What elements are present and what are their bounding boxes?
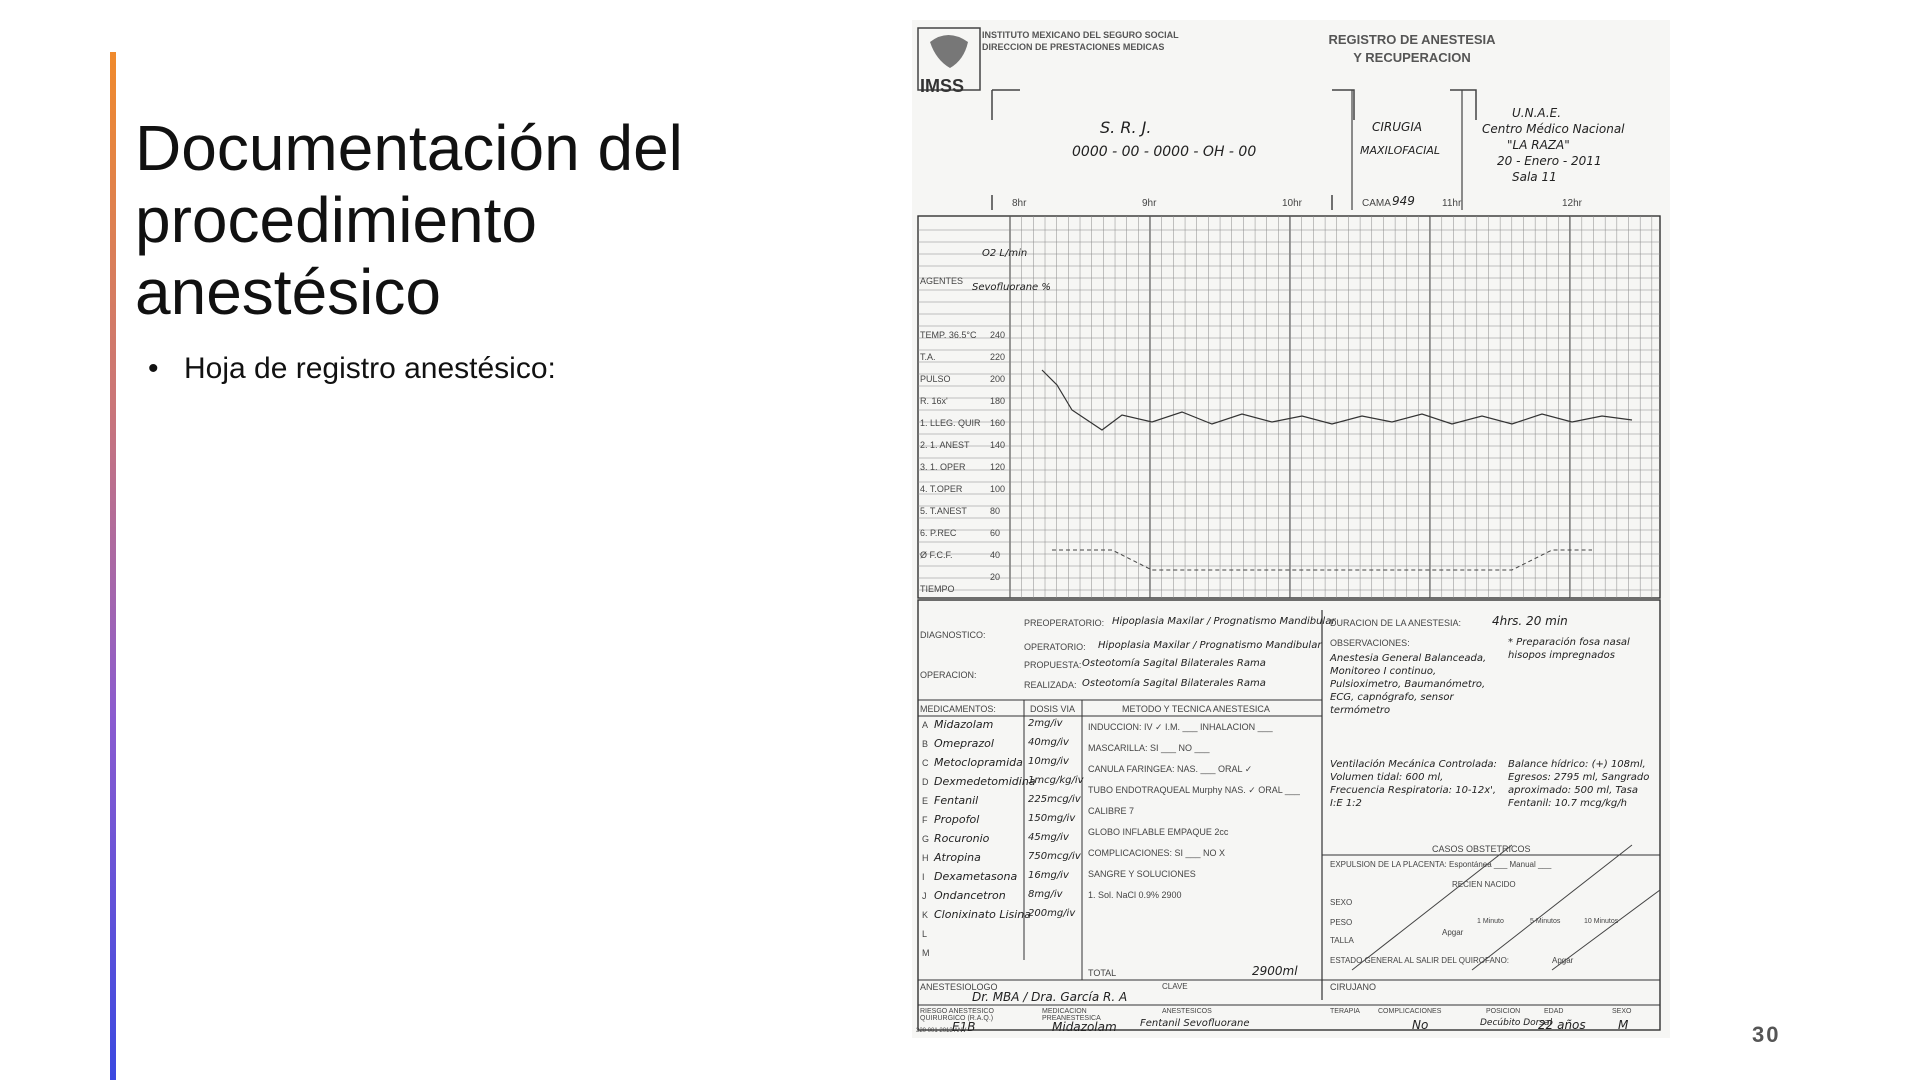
scale-tick: 60 [990,528,1001,538]
med-letter: F [922,815,928,825]
apgar-label: Apgar [1442,928,1464,937]
medicamentos-label: MEDICAMENTOS: [920,704,996,714]
sexo-value: M [1618,1018,1629,1032]
service: CIRUGIA [1372,120,1423,134]
technique-line: CANULA FARINGEA: NAS. ___ ORAL ✓ [1088,764,1253,774]
med-dose: 8mg/iv [1028,889,1063,900]
med-dose: 10mg/iv [1028,756,1069,767]
anestesiologo-label: ANESTESIOLOGO [920,982,998,992]
agent-o2: O2 L/min [982,248,1028,259]
med-dose: 750mcg/iv [1028,851,1081,862]
form-subtitle: Y RECUPERACION [1353,50,1471,65]
operatorio-label: OPERATORIO: [1024,642,1086,652]
tiempo-label: TIEMPO [920,584,955,594]
talla-label: TALLA [1330,936,1354,945]
peso-label: PESO [1330,918,1353,927]
hospital-3: "LA RAZA" [1507,138,1570,152]
bed-number: 949 [1392,194,1415,208]
med-dose: 225mcg/iv [1028,794,1081,805]
anesthesia-record-scan [912,20,1670,1038]
riesgo-value: E1B [952,1020,976,1034]
bed-label: CAMA [1362,198,1391,209]
scale-tick: 20 [990,572,1001,582]
institution-name: INSTITUTO MEXICANO DEL SEGURO SOCIAL [982,30,1179,40]
scale-tick: 120 [990,462,1006,472]
scale-tick: 200 [990,374,1006,384]
cirujano-label: CIRUJANO [1330,982,1377,992]
med-name: Fentanil [934,794,979,807]
med-letter: L [922,929,928,939]
hour-label: 11hr [1442,198,1462,209]
med-dose: 45mg/iv [1028,832,1069,843]
vital-row-label: R. 16x' [920,396,948,406]
hour-label: 8hr [1012,198,1027,209]
complicaciones-label: COMPLICACIONES [1378,1008,1442,1015]
vital-row-label: 2. 1. ANEST [920,440,970,450]
accent-bar [110,52,116,1080]
slide-title [135,112,755,328]
surgery-date: 20 - Enero - 2011 [1497,154,1602,168]
med-name: Ondancetron [934,889,1006,902]
med-name: Metoclopramida [934,756,1023,769]
bullet-item: • Hoja de registro anestésico: [140,352,556,386]
med-dose: 1mcg/kg/iv [1028,775,1084,786]
terapia-label: TERAPIA [1330,1008,1360,1015]
vital-row-label: Ø F.C.F. [920,550,953,560]
scale-tick: 140 [990,440,1006,450]
patient-number: 0000 - 00 - 0000 - OH - 00 [1072,144,1257,160]
scale-tick: 180 [990,396,1006,406]
imss-logo-emblem [930,35,968,68]
technique-line: MASCARILLA: SI ___ NO ___ [1088,743,1210,753]
med-letter: G [922,834,930,844]
duracion-value: 4hrs. 20 min [1492,614,1568,628]
preoperatorio-label: PREOPERATORIO: [1024,618,1105,628]
duracion-label: DURACION DE LA ANESTESIA: [1330,618,1462,628]
form-title: REGISTRO DE ANESTESIA [1328,32,1496,47]
vital-row-label: 4. T.OPER [920,484,963,494]
technique-line: INDUCCION: IV ✓ I.M. ___ INHALACION ___ [1088,722,1273,732]
form-code: 320 001 2013 ANV [916,1028,967,1034]
recien-nacido-label: RECIEN NACIDO [1452,880,1516,889]
fcf-trace [1052,550,1592,570]
vital-row-label: PULSO [920,374,951,384]
scale-tick: 80 [990,506,1001,516]
med-letter: J [922,891,927,901]
observaciones-label: OBSERVACIONES: [1330,638,1410,648]
med-name: Propofol [934,813,980,826]
med-dose: 200mg/iv [1028,908,1076,919]
edad-label: EDAD [1544,1008,1564,1015]
sexo-label: SEXO [1612,1008,1632,1015]
med-letter: H [922,853,929,863]
hour-label: 9hr [1142,198,1157,209]
med-name: Rocuronio [934,832,990,845]
realizada-label: REALIZADA: [1024,680,1077,690]
service-2: MAXILOFACIAL [1360,144,1441,157]
med-letter: M [922,948,930,958]
technique-line: 1. Sol. NaCl 0.9% 2900 [1088,890,1182,900]
total-label: TOTAL [1088,968,1117,978]
metodo-label: METODO Y TECNICA ANESTESICA [1122,704,1270,714]
casos-obstetricos-label: CASOS OBSTETRICOS [1432,844,1531,854]
vital-row-label: 5. T.ANEST [920,506,967,516]
apgar-2-label: Apgar [1552,956,1574,965]
technique-line: GLOBO INFLABLE EMPAQUE 2cc [1088,827,1229,837]
observaciones-note: * Preparación fosa nasal hisopos impregnados [1508,637,1630,661]
posicion-label: POSICION [1486,1008,1521,1015]
complicaciones-value: No [1412,1018,1429,1032]
sexo-rn-label: SEXO [1330,898,1353,907]
med-dose: 40mg/iv [1028,737,1069,748]
scale-tick: 220 [990,352,1006,362]
bullet-list [140,352,556,386]
title-line: anestésico [135,256,441,328]
preoperatorio-value: Hipoplasia Maxilar / Prognatismo Mandibular [1112,616,1336,627]
edad-value: 22 años [1538,1018,1586,1032]
vital-row-label: 3. 1. OPER [920,462,966,472]
med-dose: 16mg/iv [1028,870,1069,881]
dosis-label: DOSIS VIA [1030,704,1076,714]
med-letter: A [922,720,929,730]
scale-tick: 240 [990,330,1006,340]
med-name: Clonixinato Lisina [934,908,1031,921]
med-letter: D [922,777,929,787]
minute-5: 5 Minutos [1530,918,1561,925]
hospital-1: U.N.A.E. [1512,106,1562,120]
vital-row-label: 1. LLEG. QUIR [920,418,981,428]
anestesicos-label: ANESTESICOS [1162,1008,1212,1015]
agent-sevo: Sevofluorane % [972,282,1051,293]
hour-label: 10hr [1282,198,1303,209]
operatorio-value: Hipoplasia Maxilar / Prognatismo Mandibular [1098,640,1322,651]
posicion-value: Decúbito Dorsal [1480,1018,1553,1028]
minute-1: 1 Minuto [1477,918,1504,925]
direction-name: DIRECCION DE PRESTACIONES MEDICAS [982,42,1165,52]
observaciones-value: Anestesia General Balanceada, Monitoreo I continuo, Pulsioximetro, Baumanómetro, ECG, capnógrafo, sensor termómetro [1330,653,1487,716]
title-line: procedimiento [135,184,537,256]
minute-10: 10 Minutos [1584,918,1619,925]
anestesicos-value: Fentanil Sevofluorane [1140,1018,1250,1029]
scale-tick: 100 [990,484,1006,494]
med-letter: K [922,910,929,920]
med-dose: 2mg/iv [1028,718,1063,729]
vital-row-label: TEMP. 36.5°C [920,330,977,340]
vital-row-label: T.A. [920,352,936,362]
propuesta-label: PROPUESTA: [1024,660,1082,670]
riesgo-label: RIESGO ANESTESICO QUIRURGICO (R.A.Q.) [920,1008,994,1022]
anestesiologo-value: Dr. MBA / Dra. García R. A [972,990,1128,1004]
med-letter: I [922,872,925,882]
med-name: Atropina [934,851,981,864]
technique-line: SANGRE Y SOLUCIONES [1088,869,1196,879]
agents-label: AGENTES [920,276,964,286]
med-dose: 150mg/iv [1028,813,1076,824]
room: Sala 11 [1512,170,1557,184]
med-name: Dexmedetomidina [934,775,1036,788]
page-number: 30 [1752,1022,1781,1047]
technique-line: TUBO ENDOTRAQUEAL Murphy NAS. ✓ ORAL ___ [1088,785,1300,795]
hospital-2: Centro Médico Nacional [1482,122,1625,136]
med-letter: E [922,796,929,806]
hour-label: 12hr [1562,198,1583,209]
technique-line: COMPLICACIONES: SI ___ NO X [1088,848,1226,858]
med-name: Dexametasona [934,870,1018,883]
scale-tick: 160 [990,418,1006,428]
vital-row-label: 6. P.REC [920,528,957,538]
med-letter: C [922,758,929,768]
medicacion-value: Midazolam [1052,1020,1117,1034]
medicacion-label: MEDICACION PREANESTESICA [1042,1008,1101,1022]
propuesta-value: Osteotomía Sagital Bilaterales Rama [1082,658,1266,669]
balance-note: Balance hídrico: (+) 108ml, Egresos: 2795 ml, Sangrado aproximado: 500 ml, Tasa Fentanil: 10.7 mcg/kg/h [1508,759,1650,809]
scale-tick: 40 [990,550,1001,560]
med-name: Midazolam [934,718,994,731]
diagnostico-label: DIAGNOSTICO: [920,630,986,640]
med-letter: B [922,739,929,749]
clave-label: CLAVE [1162,982,1188,991]
med-name: Omeprazol [934,737,994,750]
total-value: 2900ml [1252,964,1298,978]
imss-logo-text: IMSS [920,76,965,96]
title-line: Documentación del [135,112,683,184]
operacion-label: OPERACION: [920,670,977,680]
patient-initials: S. R. J. [1100,118,1152,137]
technique-line: CALIBRE 7 [1088,806,1135,816]
realizada-value: Osteotomía Sagital Bilaterales Rama [1082,678,1266,689]
expulsion-label: EXPULSION DE LA PLACENTA: Espontánea ___ Manual ___ [1330,860,1552,869]
ventilacion-note: Ventilación Mecánica Controlada: Volumen tidal: 600 ml, Frecuencia Respiratoria: 10-12x', I:E 1:2 [1330,759,1497,809]
estado-general-label: ESTADO GENERAL AL SALIR DEL QUIROFANO: [1330,956,1510,965]
